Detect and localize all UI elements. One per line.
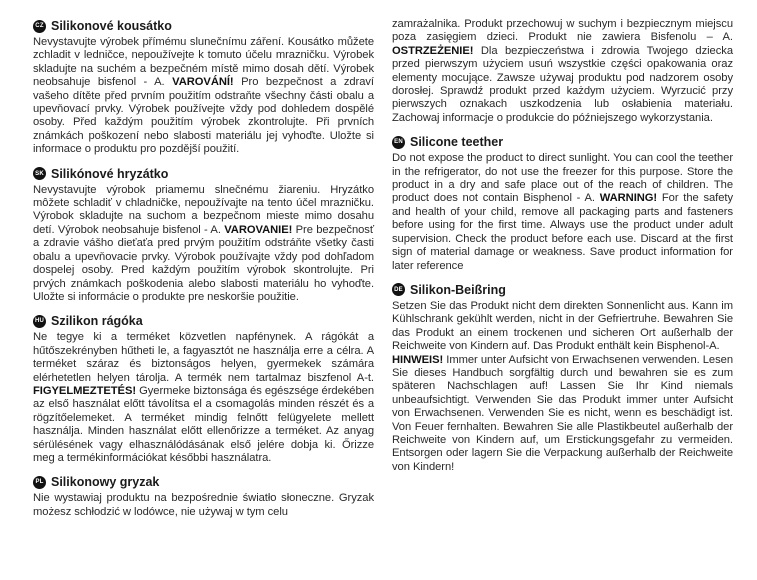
language-section-en [392, 134, 733, 273]
language-badge-icon: PL [33, 476, 46, 489]
language-badge-icon: CZ [33, 20, 46, 33]
language-section-cz [33, 18, 374, 157]
warning-keyword: VAROVÁNÍ! [172, 76, 234, 89]
text-run: Nevystavujte výrobek přímému slunečnímu záření. Kousátko můžete zchladit v ledničce, nepoužívejte k tomuto účelu mrazničku. Výrobek skladujte na suchém a bezpečném místě mimo dosah dětí. Výrobek neobsahuje bisfenol - A. [33, 36, 374, 89]
text-run: Pro bezpečnost a zdraví vašeho dítěte před prvním použitím odstraňte všechny části obalu a upevňovací prvky. Výrobek používejte vždy pod dohledem dospělé osoby. Před každým použitím výrobek zkontrolujte. Při prvních známkách poškození nebo slabosti materiálu jej vyhoďte. Uložte si informace o produktu pro pozdější použití. [33, 76, 374, 156]
language-badge-icon: DE [392, 283, 405, 296]
warning-keyword: HINWEIS! [392, 353, 444, 366]
instruction-paragraph [33, 492, 374, 519]
instruction-paragraph [33, 184, 374, 305]
instruction-paragraph [392, 152, 733, 273]
left-column [33, 18, 374, 570]
text-run: Dla bezpieczeństwa i zdrowia Twojego dziecka przed pierwszym użyciem usuń wszystkie części opakowania oraz elementy mocujące. Zawsze używaj produktu pod nadzorem osoby dorosłej. Sprawdź produkt przed każdym użyciem. Wyrzucić przy pierwszych oznakach uszkodzenia lub osłabienia materiału. Zachowaj informacje o produkcie do późniejszego wykorzystania. [392, 44, 733, 124]
language-badge-icon: HU [33, 315, 46, 328]
language-section-sk [33, 166, 374, 305]
instruction-paragraph [33, 36, 374, 157]
right-column [392, 18, 733, 570]
section-title [33, 313, 374, 329]
text-run: Nevystavujte výrobok priamemu slnečnému žiareniu. Hryzátko môžete schladiť v chladničke, nepoužívajte na tento účel mrazničku. Výrobok skladujte na suchom a bezpečnom mieste mimo dosahu detí. Výrobok neobsahuje bisfenol - A. [33, 183, 374, 236]
text-run: Immer unter Aufsicht von Erwachsenen verwenden. Lesen Sie dieses Handbuch sorgfältig durch und bewahren sie es zum späteren Nachschlagen auf! Lassen Sie Ihr Kind niemals unbeaufsichtigt. Verwenden Sie das Produkt immer unter Aufsicht von Erwachsenen. Verwenden Sie es nicht, wenn es beschädigt ist. Von Feuer fernhalten. Bewahren Sie alle Plastikbeutel außerhalb der Reichweite von Kindern auf, um Erstickungsgefahr zu vermeiden. Entsorgen oder lagern Sie die Verpackung außerhalb der Reichweite von Kindern! [392, 353, 733, 473]
section-title-label: Silikon-Beißring [410, 282, 506, 297]
section-title-label: Silikonové kousátko [51, 19, 172, 33]
text-run: For the safety and health of your child, remove all packaging parts and fasteners before using for the first time. Always use the product under adult supervision. Check the product before each use. Discard at the first sign of material damage or weakness. Save product information for later reference [392, 192, 733, 272]
section-title [392, 134, 733, 150]
language-section-hu [33, 313, 374, 465]
section-title-label: Silikónové hryzátko [51, 166, 169, 181]
instruction-paragraph [392, 18, 733, 125]
warning-keyword: VAROVANIE! [224, 223, 293, 236]
language-section-de [392, 282, 733, 474]
section-title-label: Silikonowy gryzak [51, 475, 160, 490]
instruction-paragraph [392, 354, 733, 475]
text-run: Ne tegye ki a terméket közvetlen napfénynek. A rágókát a hűtőszekrényben hűtheti le, a fagyasztót ne használja erre a célra. A terméket száraz és biztonságos helyen, gyermekek számára elérhetetlen helyen tárolja. A termék nem tartalmaz biszfenol A-t. [33, 331, 374, 384]
text-run: Nie wystawiaj produktu na bezpośrednie światło słoneczne. Gryzak możesz schłodzić w lodówce, nie używaj w tym celu [33, 492, 374, 518]
section-title-label: Szilikon rágóka [51, 314, 143, 329]
language-badge-icon: SK [33, 167, 46, 180]
section-title-label: Silicone teether [410, 135, 504, 150]
text-run: Do not expose the product to direct sunlight. You can cool the teether in the refrigerator, do not use the freezer for this purpose. Store the product in a dry and safe place out of the reach of children. The product does not contain Bisphenol - A. [392, 152, 733, 205]
section-title [33, 18, 374, 34]
instruction-paragraph [392, 300, 733, 354]
warning-keyword: OSTRZEŻENIE! [392, 44, 474, 57]
text-run: Gyermeke biztonsága és egészsége érdekében az első használat előtt távolítsa el a csomagolás minden részét és a rögzítőelemeket. A terméket mindig felnőtt felügyelete mellett használja. Minden használat előtt ellenőrizze a terméket. Az anyag sérülésének vagy elhasználódásának első jelére dobja ki. Őrizze meg a termékinformációkat későbbi használatra. [33, 384, 374, 464]
section-title [33, 474, 374, 490]
section-title [392, 282, 733, 298]
text-run: Setzen Sie das Produkt nicht dem direkten Sonnenlicht aus. Kann im Kühlschrank gekühlt werden, nicht in der Gefriertruhe. Bewahren Sie das Produkt an einem trockenen und sicheren Ort außerhalb der Reichweite von Kindern auf. Das Produkt enthält kein Bisphenol-A. [392, 299, 733, 353]
language-badge-icon: EN [392, 136, 405, 149]
text-run: zamrażalnika. Produkt przechowuj w suchym i bezpiecznym miejscu poza zasięgiem dzieci. Produkt nie zawiera Bisfenolu – A. [392, 18, 733, 44]
section-title [33, 166, 374, 182]
language-section-continuation [392, 18, 733, 125]
instruction-paragraph [33, 331, 374, 465]
language-section-pl [33, 474, 374, 519]
warning-keyword: WARNING! [599, 192, 658, 205]
warning-keyword: FIGYELMEZTETÉS! [33, 384, 137, 397]
text-run: Pre bezpečnosť a zdravie vášho dieťaťa pred prvým použitím odstráňte všetky časti obalu a upevňovacie prvky. Výrobok používajte vždy pod dohľadom dospelej osoby. Pred každým použitím výrobok skontrolujte. Pri prvých známkach poškodenia alebo slabosti materiálu ho vyhoďte. Uložte si informácie o produkte pre neskoršie použitie. [33, 223, 374, 303]
